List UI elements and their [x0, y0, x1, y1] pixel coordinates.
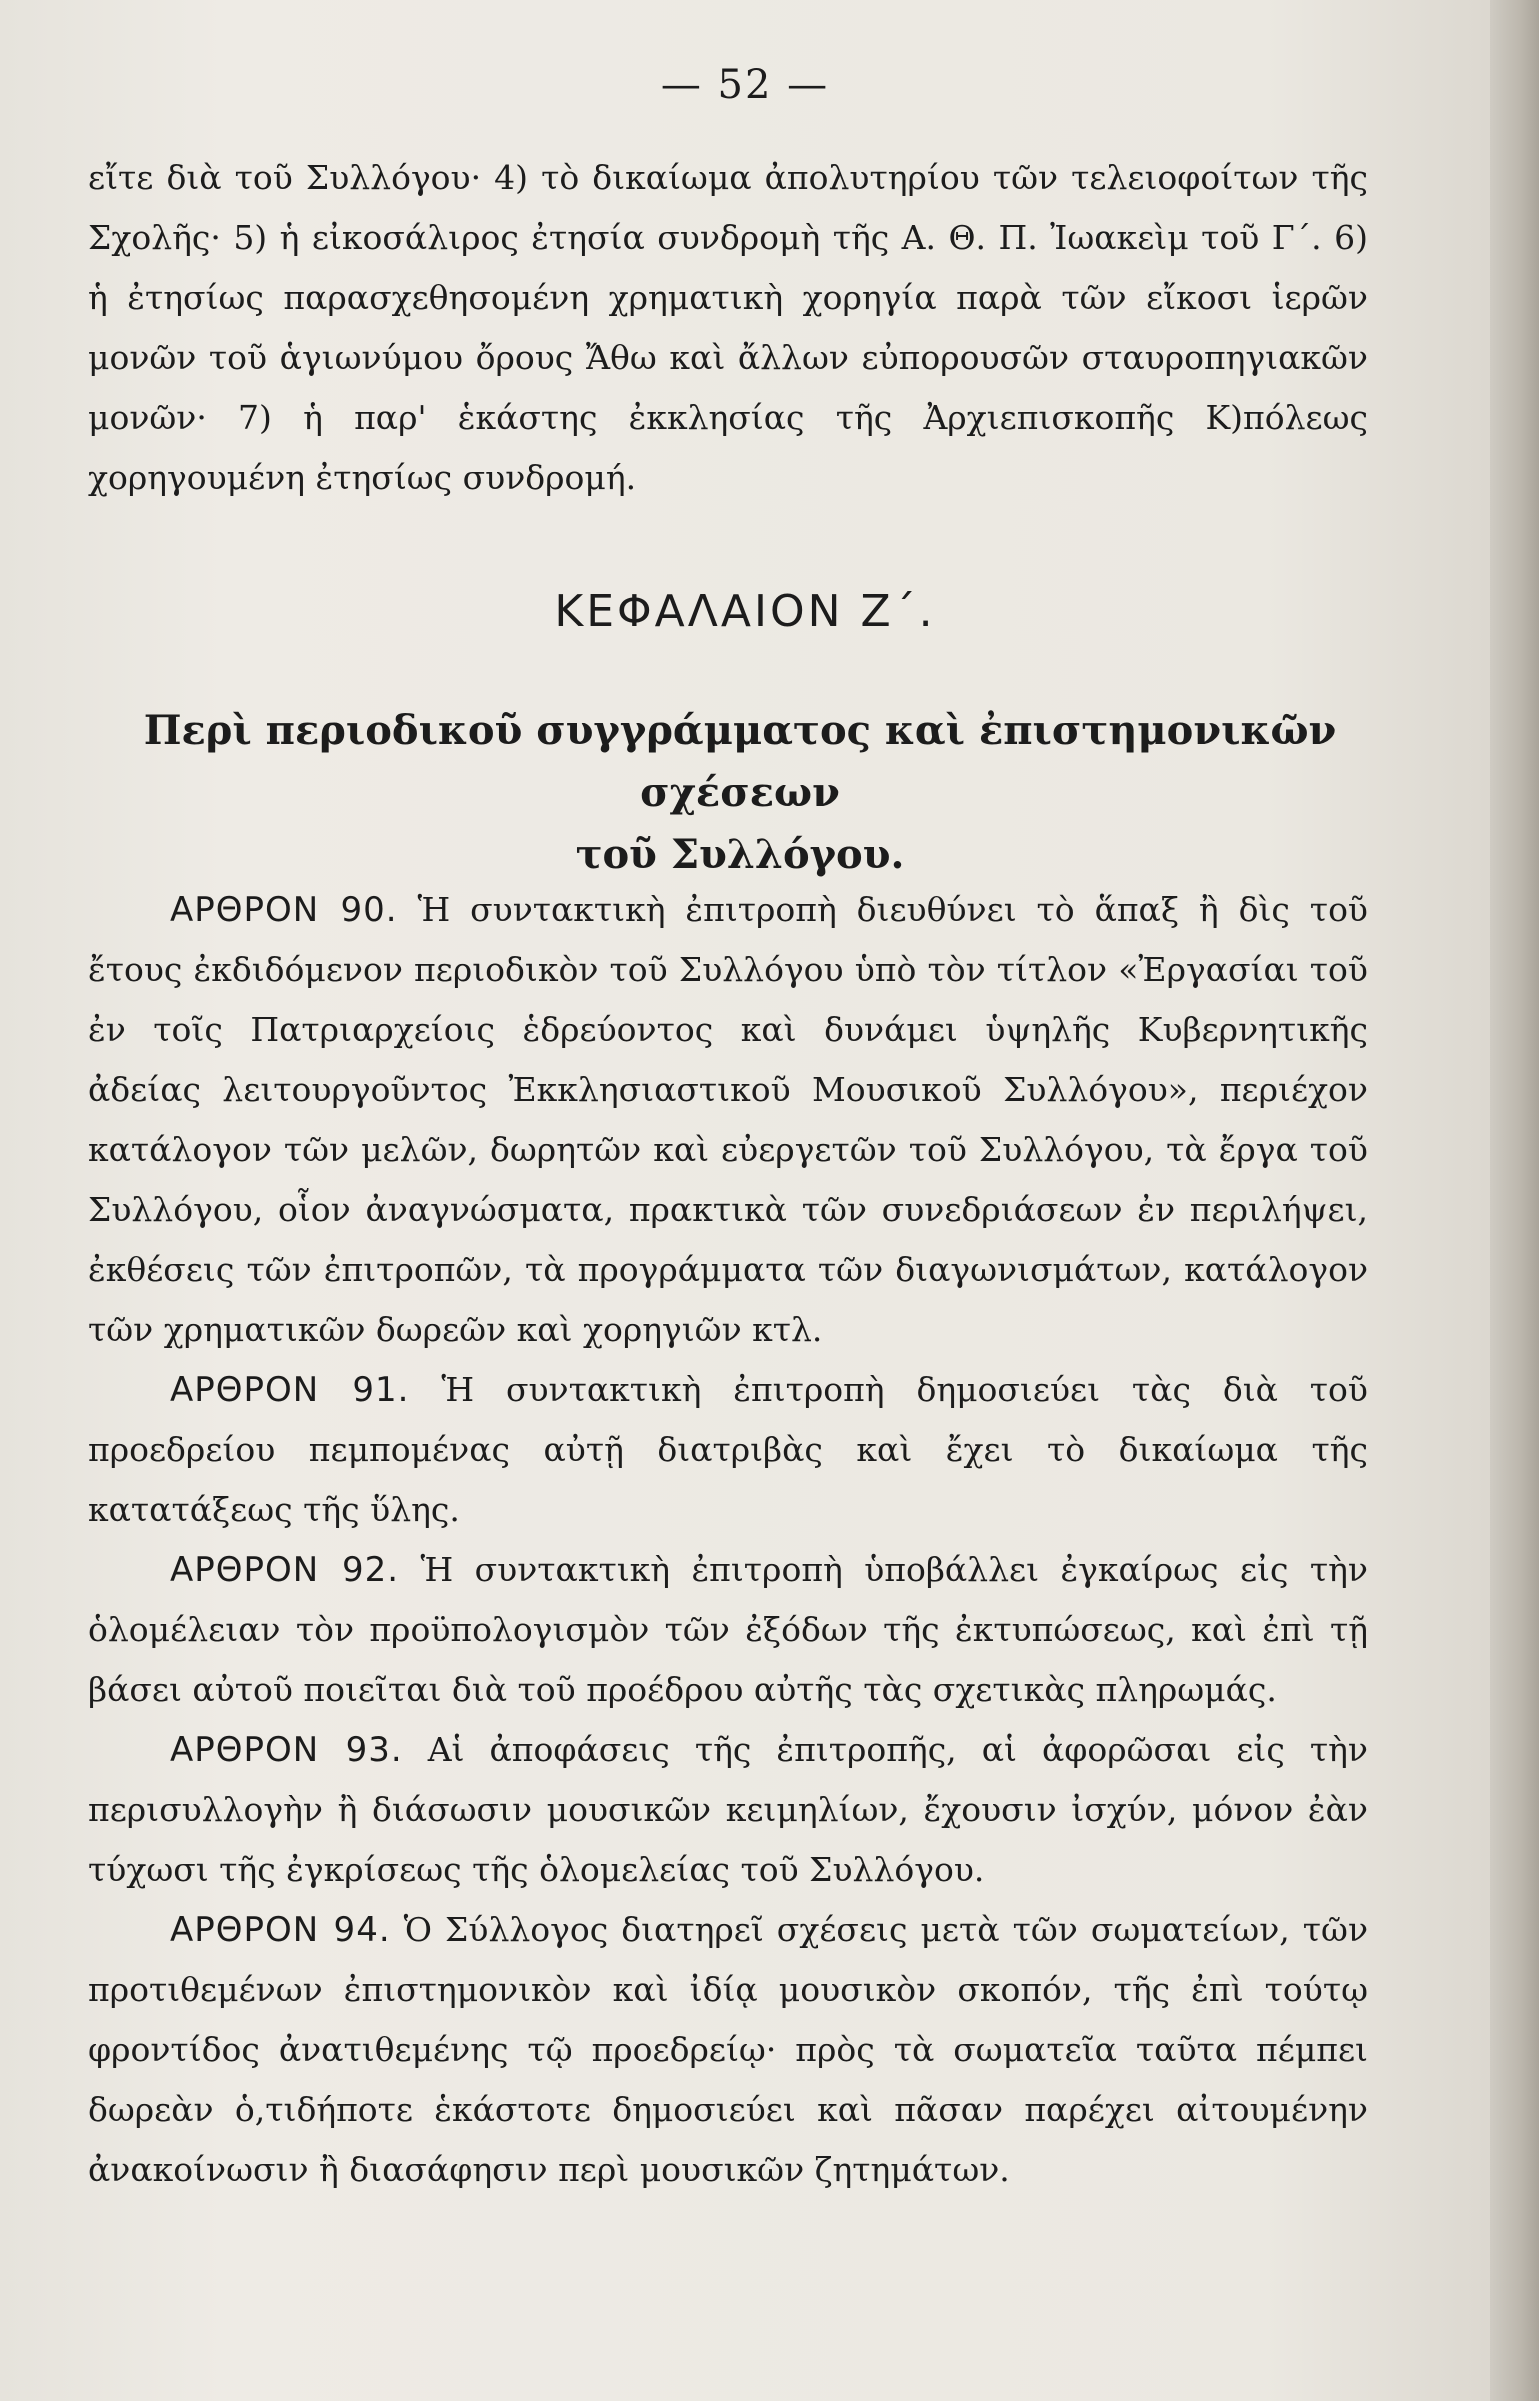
article-label: ΑΡΘΡΟΝ 90.	[170, 890, 398, 930]
articles-block	[88, 880, 1368, 2200]
article-text: Ἡ συντακτικὴ ἐπιτροπὴ ὑποβάλλει ἐγκαίρως εἰς τὴν ὁλομέλειαν τὸν προϋπολογισμὸν τῶν ἐξόδων τῆς ἐκτυπώσεως, καὶ ἐπὶ τῇ βάσει αὐτοῦ ποιεῖται διὰ τοῦ προέδρου αὐτῆς τὰς σχετικὰς πληρωμάς.	[88, 1550, 1368, 1709]
article-90	[88, 880, 1368, 1360]
page-number: — 52 —	[660, 62, 830, 108]
article-text: Ἡ συντακτικὴ ἐπιτροπὴ διευθύνει τὸ ἅπαξ ἢ δὶς τοῦ ἔτους ἐκδιδόμενον περιοδικὸν τοῦ Συλλόγου ὑπὸ τὸν τίτλον «Ἐργασίαι τοῦ ἐν τοῖς Πατριαρχείοις ἑδρεύοντος καὶ δυνάμει ὑψηλῆς Κυβερνητικῆς ἀδείας λειτουργοῦντος Ἐκκλησιαστικοῦ Μουσικοῦ Συλλόγου», περιέχον κατάλογον τῶν μελῶν, δωρητῶν καὶ εὐεργετῶν τοῦ Συλλόγου, τὰ ἔργα τοῦ Συλλόγου, οἷον ἀναγνώσματα, πρακτικὰ τῶν συνεδριάσεων ἐν περιλήψει, ἐκθέσεις τῶν ἐπιτροπῶν, τὰ προγράμματα τῶν διαγωνισμάτων, κατάλογον τῶν χρηματικῶν δωρεῶν καὶ χορηγιῶν κτλ.	[88, 890, 1368, 1349]
article-text: Αἱ ἀποφάσεις τῆς ἐπιτροπῆς, αἱ ἀφορῶσαι εἰς τὴν περισυλλογὴν ἢ διάσωσιν μουσικῶν κειμηλίων, ἔχουσιν ἰσχύν, μόνον ἐὰν τύχωσι τῆς ἐγκρίσεως τῆς ὁλομελείας τοῦ Συλλόγου.	[88, 1730, 1368, 1889]
article-93	[88, 1720, 1368, 1900]
article-91	[88, 1360, 1368, 1540]
article-92	[88, 1540, 1368, 1720]
section-heading-line-2: τοῦ Συλλόγου.	[575, 831, 905, 878]
article-label: ΑΡΘΡΟΝ 92.	[170, 1550, 400, 1590]
article-text: Ὁ Σύλλογος διατηρεῖ σχέσεις μετὰ τῶν σωματείων, τῶν προτιθεμένων ἐπιστημονικὸν καὶ ἰδίᾳ μουσικὸν σκοπόν, τῆς ἐπὶ τούτῳ φροντίδος ἀνατιθεμένης τῷ προεδρείῳ· πρὸς τὰ σωματεῖα ταῦτα πέμπει δωρεὰν ὁ,τιδήποτε ἑκάστοτε δημοσιεύει καὶ πᾶσαν παρέχει αἰτουμένην ἀνακοίνωσιν ἢ διασάφησιν περὶ μουσικῶν ζητημάτων.	[88, 1910, 1369, 2189]
chapter-title: ΚΕΦΑΛΑΙΟΝ Ζ΄.	[554, 586, 936, 637]
section-heading	[70, 700, 1410, 886]
article-label: ΑΡΘΡΟΝ 91.	[170, 1370, 410, 1410]
article-label: ΑΡΘΡΟΝ 93.	[170, 1730, 403, 1770]
article-label: ΑΡΘΡΟΝ 94.	[170, 1910, 391, 1950]
page-edge-shadow	[1490, 0, 1539, 2401]
intro-paragraph	[88, 148, 1368, 508]
article-text: Ἡ συντακτικὴ ἐπιτροπὴ δημοσιεύει τὰς διὰ τοῦ προεδρείου πεμπομένας αὐτῇ διατριβὰς καὶ ἔχει τὸ δικαίωμα τῆς κατατάξεως τῆς ὕλης.	[88, 1370, 1368, 1529]
intro-text: εἴτε διὰ τοῦ Συλλόγου· 4) τὸ δικαίωμα ἀπολυτηρίου τῶν τελειοφοίτων τῆς Σχολῆς· 5) ἡ εἰκοσάλιρος ἐτησία συνδρομὴ τῆς Α. Θ. Π. Ἰωακεὶμ τοῦ Γ΄. 6) ἡ ἐτησίως παρασχεθησομένη χρηματικὴ χορηγία παρὰ τῶν εἴκοσι ἱερῶν μονῶν τοῦ ἁγιωνύμου ὄρους Ἄθω καὶ ἄλλων εὐπορουσῶν σταυροπηγιακῶν μονῶν· 7) ἡ παρ' ἑκάστης ἐκκλησίας τῆς Ἀρχιεπισκοπῆς Κ)πόλεως χορηγουμένη ἐτησίως συνδρομή.	[88, 158, 1368, 497]
section-heading-line-1: Περὶ περιοδικοῦ συγγράμματος καὶ ἐπιστημονικῶν σχέσεων	[143, 707, 1337, 816]
article-94	[88, 1900, 1368, 2200]
